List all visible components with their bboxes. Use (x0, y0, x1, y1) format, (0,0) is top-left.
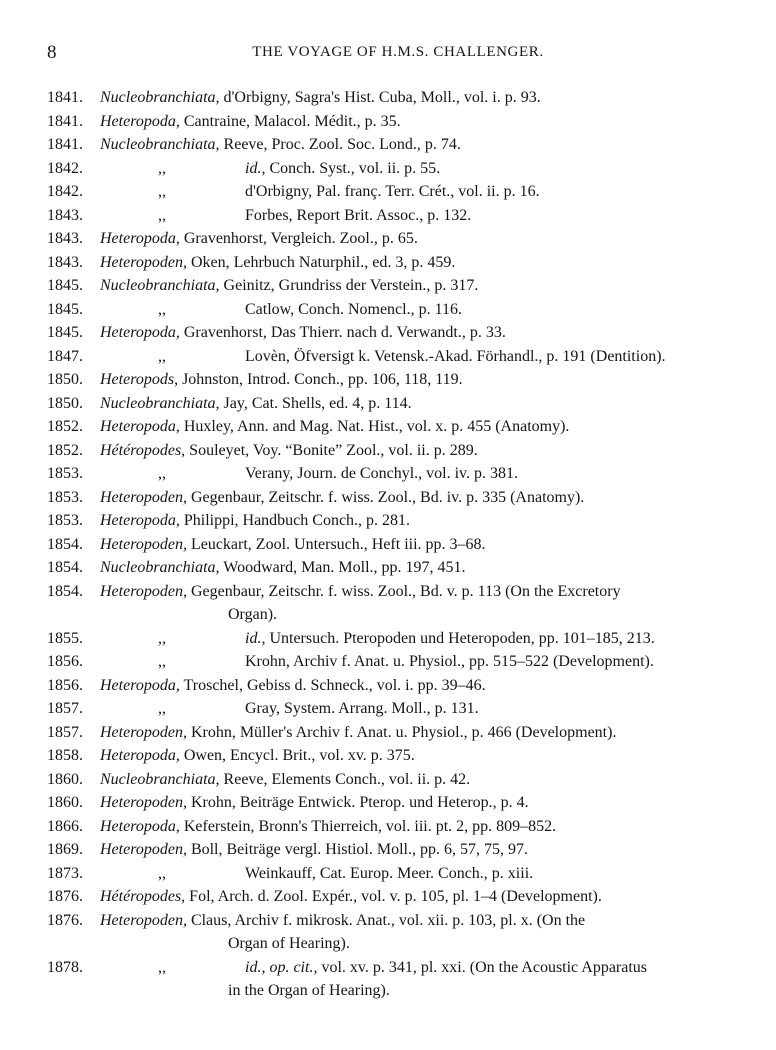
entry-reference: Geinitz, Grundriss der Verstein., p. 317. (219, 277, 479, 294)
entry-citation (158, 862, 533, 886)
ditto-mark: ,, (158, 653, 166, 670)
ditto-mark: ,, (158, 159, 166, 177)
entry-ibid: id., (245, 159, 266, 177)
entry-citation (100, 439, 478, 463)
entry-reference: Leuckart, Zool. Untersuch., Heft iii. pp. 3–68. (186, 535, 486, 553)
bibliography-entry (0, 509, 776, 533)
entry-citation (100, 486, 584, 510)
entry-year: 1841. (47, 89, 83, 106)
entry-year: 1854. (47, 582, 83, 600)
entry-citation (158, 204, 471, 228)
entry-year: 1876. (47, 888, 83, 905)
entry-reference: Verany, Journ. de Conchyl., vol. iv. p. 381. (245, 465, 518, 482)
entry-reference: Keferstein, Bronn's Thierreich, vol. iii. pt. 2, pp. 809–852. (179, 817, 557, 835)
entry-year: 1852. (47, 441, 83, 459)
entry-year: 1869. (47, 841, 83, 858)
entry-taxon: Nucleobranchiata, (100, 136, 220, 153)
bibliography-entry (0, 697, 776, 721)
entry-citation (100, 392, 412, 416)
entry-year: 1845. (47, 300, 83, 318)
bibliography-entry (0, 838, 776, 862)
entry-year: 1841. (47, 136, 83, 153)
bibliography-entry (0, 157, 776, 181)
entry-reference: Gray, System. Arrang. Moll., p. 131. (245, 700, 479, 717)
entry-year: 1866. (47, 817, 83, 835)
entry-reference: d'Orbigny, Sagra's Hist. Cuba, Moll., vol. i. p. 93. (219, 89, 541, 106)
bibliography-entry (0, 368, 776, 392)
entry-reference: vol. xv. p. 341, pl. xxi. (On the Acoustic Apparatus (317, 958, 648, 976)
entry-continuation: Organ of Hearing). (228, 935, 350, 952)
bibliography-entry (0, 110, 776, 134)
bibliography-entry (0, 909, 776, 956)
entry-reference: Gravenhorst, Vergleich. Zool., p. 65. (179, 230, 418, 247)
entry-reference: Conch. Syst., vol. ii. p. 55. (265, 159, 441, 177)
ditto-mark: ,, (158, 465, 166, 482)
bibliography-entry (0, 627, 776, 651)
entry-taxon: Nucleobranchiata, (100, 89, 220, 106)
ditto-mark: ,, (158, 183, 166, 200)
entry-citation (158, 462, 518, 486)
entry-year: 1843. (47, 253, 83, 271)
entry-taxon: Heteropoden, (100, 794, 187, 811)
bibliography-entry (0, 180, 776, 204)
entry-year: 1841. (47, 112, 83, 130)
entry-taxon: Heteropoda, (100, 747, 180, 764)
bibliography-entry (0, 580, 776, 627)
entry-year: 1845. (47, 277, 83, 294)
entry-year: 1857. (47, 700, 83, 717)
entry-year: 1842. (47, 183, 83, 200)
entry-citation (100, 321, 506, 345)
entry-citation (100, 533, 486, 557)
entry-year: 1860. (47, 794, 83, 811)
entry-year: 1878. (47, 958, 83, 976)
bibliography-entry (0, 768, 776, 792)
ditto-mark: ,, (158, 206, 166, 224)
bibliography-entry (0, 791, 776, 815)
bibliography-entry (0, 439, 776, 463)
entry-reference: Philippi, Handbuch Conch., p. 281. (179, 512, 411, 529)
entry-citation (100, 580, 728, 627)
entry-taxon: Heteropoden, (100, 488, 187, 506)
entry-taxon: Heteropods, (100, 371, 179, 388)
entry-reference: Oken, Lehrbuch Naturphil., ed. 3, p. 459. (186, 253, 456, 271)
entry-citation (100, 556, 466, 580)
entry-year: 1842. (47, 159, 83, 177)
bibliography-entry (0, 956, 776, 1003)
entry-reference: Huxley, Ann. and Mag. Nat. Hist., vol. x. p. 455 (Anatomy). (179, 418, 570, 435)
entry-reference: Claus, Archiv f. mikrosk. Anat., vol. xii. p. 103, pl. x. (On the (186, 911, 586, 929)
ditto-mark: ,, (158, 347, 166, 365)
entry-taxon: Heteropoda, (100, 230, 180, 247)
entry-year: 1873. (47, 864, 83, 882)
entry-reference: Lovèn, Öfversigt k. Vetensk.-Akad. Förhandl., p. 191 (Dentition). (245, 347, 666, 365)
bibliography-entry (0, 415, 776, 439)
entry-continuation: in the Organ of Hearing). (228, 982, 390, 999)
bibliography-entry (0, 486, 776, 510)
entry-reference: Weinkauff, Cat. Europ. Meer. Conch., p. xiii. (245, 864, 534, 882)
entry-reference: Owen, Encycl. Brit., vol. xv. p. 375. (179, 747, 415, 764)
entry-reference: Untersuch. Pteropoden und Heteropoden, pp. 101–185, 213. (265, 629, 655, 647)
bibliography-entry (0, 721, 776, 745)
bibliography-entry (0, 650, 776, 674)
bibliography-entry (0, 227, 776, 251)
bibliography-entry (0, 815, 776, 839)
entry-taxon: Heteropoden, (100, 253, 187, 271)
entry-citation (100, 791, 529, 815)
entry-year: 1854. (47, 535, 83, 553)
entry-taxon: Heteropoda, (100, 418, 180, 435)
entry-reference: Krohn, Müller's Archiv f. Anat. u. Physiol., p. 466 (Development). (186, 723, 617, 741)
entry-citation (100, 838, 528, 862)
ditto-mark: ,, (158, 958, 166, 976)
entry-taxon: Nucleobranchiata, (100, 394, 220, 412)
entry-reference: Boll, Beiträge vergl. Histiol. Moll., pp. 6, 57, 75, 97. (186, 841, 528, 858)
entry-citation (158, 697, 479, 721)
entry-citation (100, 86, 541, 110)
bibliography-entry (0, 133, 776, 157)
entry-year: 1850. (47, 371, 83, 388)
ditto-mark: ,, (158, 864, 166, 882)
bibliography-entry (0, 862, 776, 886)
entry-taxon: Nucleobranchiata, (100, 277, 220, 294)
running-head: THE VOYAGE OF H.M.S. CHALLENGER. (252, 44, 544, 60)
entry-year: 1850. (47, 394, 83, 412)
bibliography-entry (0, 298, 776, 322)
entry-year: 1852. (47, 418, 83, 435)
entry-year: 1853. (47, 488, 83, 506)
bibliography-entry (0, 885, 776, 909)
entry-reference: Fol, Arch. d. Zool. Expér., vol. v. p. 105, pl. 1–4 (Development). (185, 888, 602, 905)
ditto-mark: ,, (158, 300, 166, 318)
entry-citation (100, 368, 463, 392)
entry-taxon: Heteropoda, (100, 676, 180, 694)
bibliography-entry (0, 204, 776, 228)
entry-reference: Forbes, Report Brit. Assoc., p. 132. (245, 206, 472, 224)
entry-citation (100, 415, 569, 439)
entry-taxon: Heteropoda, (100, 817, 180, 835)
entry-year: 1855. (47, 629, 83, 647)
entry-taxon: Hétéropodes, (100, 441, 186, 459)
ditto-mark: ,, (158, 700, 166, 717)
entry-reference: Krohn, Archiv f. Anat. u. Physiol., pp. 515–522 (Development). (245, 653, 654, 670)
entry-reference: Woodward, Man. Moll., pp. 197, 451. (219, 559, 466, 576)
bibliography-list (0, 86, 776, 1003)
entry-citation (100, 509, 410, 533)
entry-citation (100, 674, 486, 698)
entry-reference: Catlow, Conch. Nomencl., p. 116. (245, 300, 463, 318)
entry-reference: d'Orbigny, Pal. franç. Terr. Crét., vol. ii. p. 16. (245, 183, 540, 200)
entry-citation (100, 721, 616, 745)
entry-taxon: Heteropoda, (100, 512, 180, 529)
entry-reference: Johnston, Introd. Conch., pp. 106, 118, 119. (178, 371, 463, 388)
entry-ibid: id., op. cit., (245, 958, 318, 976)
entry-citation (100, 744, 415, 768)
bibliography-entry (0, 462, 776, 486)
entry-citation (100, 885, 602, 909)
entry-year: 1858. (47, 747, 83, 764)
entry-citation (100, 227, 418, 251)
entry-reference: Souleyet, Voy. “Bonite” Zool., vol. ii. p. 289. (185, 441, 478, 459)
ditto-mark: ,, (158, 629, 166, 647)
bibliography-entry (0, 345, 776, 369)
entry-citation (100, 251, 455, 275)
entry-year: 1853. (47, 512, 83, 529)
bibliography-entry (0, 86, 776, 110)
entry-citation (100, 815, 556, 839)
entry-year: 1843. (47, 206, 83, 224)
entry-citation (100, 909, 728, 956)
entry-taxon: Heteropoden, (100, 841, 187, 858)
entry-taxon: Heteropoden, (100, 582, 187, 600)
entry-citation (158, 956, 728, 1003)
entry-taxon: Heteropoda, (100, 324, 180, 341)
entry-continuation: Organ). (228, 606, 278, 623)
entry-reference: Gegenbaur, Zeitschr. f. wiss. Zool., Bd. iv. p. 335 (Anatomy). (186, 488, 585, 506)
bibliography-entry (0, 556, 776, 580)
entry-taxon: Hétéropodes, (100, 888, 186, 905)
entry-reference: Jay, Cat. Shells, ed. 4, p. 114. (219, 394, 412, 412)
entry-year: 1843. (47, 230, 83, 247)
page-number: 8 (47, 42, 57, 63)
entry-reference: Krohn, Beiträge Entwick. Pterop. und Heterop., p. 4. (186, 794, 529, 811)
entry-year: 1847. (47, 347, 83, 365)
entry-reference: Gegenbaur, Zeitschr. f. wiss. Zool., Bd. v. p. 113 (On the Excretory (186, 582, 621, 600)
entry-citation (158, 345, 666, 369)
entry-citation (158, 627, 655, 651)
entry-reference: Gravenhorst, Das Thierr. nach d. Verwandt., p. 33. (179, 324, 506, 341)
entry-reference: Reeve, Proc. Zool. Soc. Lond., p. 74. (219, 136, 461, 153)
bibliography-entry (0, 392, 776, 416)
entry-citation (158, 298, 462, 322)
entry-citation (100, 768, 470, 792)
entry-year: 1856. (47, 653, 83, 670)
entry-taxon: Heteropoden, (100, 723, 187, 741)
entry-citation (100, 110, 401, 134)
entry-citation (100, 133, 461, 157)
bibliography-entry (0, 251, 776, 275)
entry-taxon: Heteropoden, (100, 911, 187, 929)
entry-citation (158, 180, 540, 204)
bibliography-entry (0, 274, 776, 298)
entry-citation (100, 274, 478, 298)
entry-ibid: id., (245, 629, 266, 647)
entry-year: 1860. (47, 770, 83, 788)
bibliography-entry (0, 744, 776, 768)
entry-year: 1845. (47, 324, 83, 341)
entry-citation (158, 157, 440, 181)
entry-year: 1856. (47, 676, 83, 694)
entry-reference: Troschel, Gebiss d. Schneck., vol. i. pp. 39–46. (179, 676, 486, 694)
entry-citation (158, 650, 654, 674)
entry-year: 1857. (47, 723, 83, 741)
entry-taxon: Nucleobranchiata, (100, 559, 220, 576)
bibliography-entry (0, 674, 776, 698)
entry-reference: Reeve, Elements Conch., vol. ii. p. 42. (219, 770, 471, 788)
entry-taxon: Nucleobranchiata, (100, 770, 220, 788)
entry-reference: Cantraine, Malacol. Médit., p. 35. (179, 112, 401, 130)
entry-taxon: Heteropoden, (100, 535, 187, 553)
entry-taxon: Heteropoda, (100, 112, 180, 130)
entry-year: 1853. (47, 465, 83, 482)
entry-year: 1876. (47, 911, 83, 929)
page-header (0, 42, 776, 66)
bibliography-entry (0, 533, 776, 557)
bibliography-entry (0, 321, 776, 345)
entry-year: 1854. (47, 559, 83, 576)
